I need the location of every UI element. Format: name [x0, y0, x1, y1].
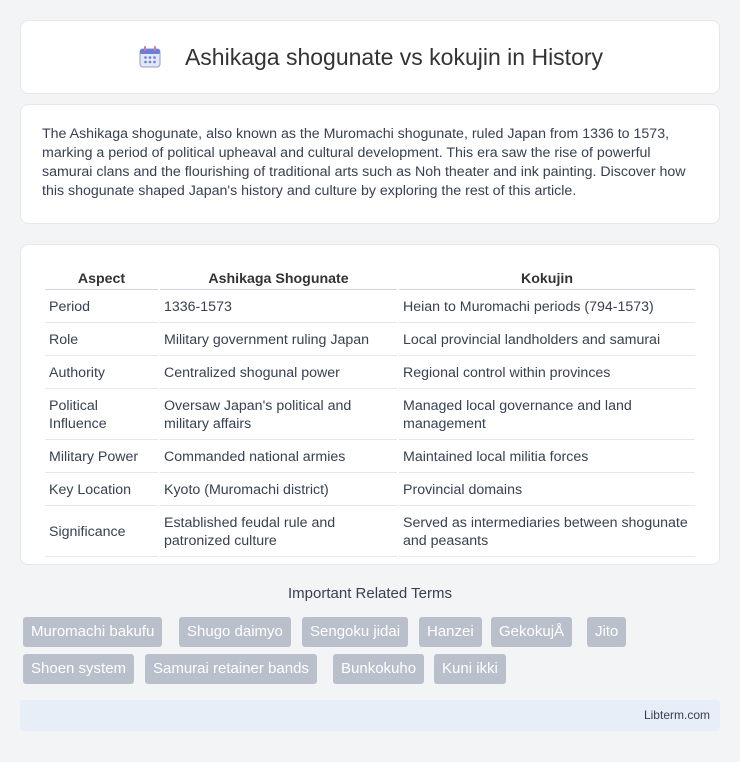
table-cell: Key Location [45, 475, 158, 506]
table-header-row [45, 267, 695, 290]
table-cell: Centralized shogunal power [160, 358, 397, 389]
table-cell: Military Power [45, 442, 158, 473]
comparison-card [20, 244, 720, 565]
table-cell: Period [45, 292, 158, 323]
table-cell: Kyoto (Muromachi district) [160, 475, 397, 506]
tag-bunkokuho[interactable]: Bunkokuho [333, 654, 424, 684]
table-cell: Significance [45, 508, 158, 557]
table-cell: Military government ruling Japan [160, 325, 397, 356]
tag-muromachi-bakufu[interactable]: Muromachi bakufu [23, 617, 162, 647]
table-cell: Oversaw Japan's political and military affairs [160, 391, 397, 440]
table-row [45, 292, 695, 323]
tag-shoen-system[interactable]: Shoen system [23, 654, 134, 684]
tag-hanzei[interactable]: Hanzei [419, 617, 482, 647]
footer-brand-link[interactable]: Libterm.com [643, 708, 710, 722]
table-cell: Provincial domains [399, 475, 695, 506]
table-cell: 1336-1573 [160, 292, 397, 323]
tag-samurai-retainer-bands[interactable]: Samurai retainer bands [145, 654, 317, 684]
column-header: Ashikaga Shogunate [160, 267, 397, 290]
related-terms-title: Important Related Terms [288, 585, 452, 602]
tag-shugo-daimyo[interactable]: Shugo daimyo [179, 617, 291, 647]
table-row [45, 442, 695, 473]
column-header: Aspect [45, 267, 158, 290]
table-cell: Commanded national armies [160, 442, 397, 473]
table-cell: Local provincial landholders and samurai [399, 325, 695, 356]
table-row [45, 475, 695, 506]
page-title: Ashikaga shogunate vs kokujin in History [184, 43, 604, 70]
footer [20, 700, 720, 731]
intro-card [20, 104, 720, 224]
table-cell: Served as intermediaries between shogunate and peasants [399, 508, 695, 557]
table-cell: Role [45, 325, 158, 356]
table-cell: Established feudal rule and patronized culture [160, 508, 397, 557]
tag-gekokujo[interactable]: GekokujÅ [491, 617, 572, 647]
tag-kuni-ikki[interactable]: Kuni ikki [434, 654, 506, 684]
table-row [45, 391, 695, 440]
table-cell: Authority [45, 358, 158, 389]
table-cell: Managed local governance and land management [399, 391, 695, 440]
table-cell: Maintained local militia forces [399, 442, 695, 473]
calendar-icon [137, 44, 163, 70]
table-cell: Political Influence [45, 391, 158, 440]
table-row [45, 358, 695, 389]
comparison-table [43, 265, 697, 559]
intro-text: The Ashikaga shogunate, also known as the Muromachi shogunate, ruled Japan from 1336 to 1573, marking a period of political upheaval and cultural development. This era saw the rise of powerful samurai clans and the flourishing of traditional arts such as Noh theater and ink painting. Discover how this shogunate shaped Japan's history and culture by exploring the rest of this article. [42, 126, 686, 199]
table-row [45, 508, 695, 557]
table-cell: Regional control within provinces [399, 358, 695, 389]
table-cell: Heian to Muromachi periods (794-1573) [399, 292, 695, 323]
title-card [20, 20, 720, 94]
column-header: Kokujin [399, 267, 695, 290]
tag-sengoku-jidai[interactable]: Sengoku jidai [302, 617, 408, 647]
tag-jito[interactable]: Jito [587, 617, 626, 647]
table-row [45, 325, 695, 356]
